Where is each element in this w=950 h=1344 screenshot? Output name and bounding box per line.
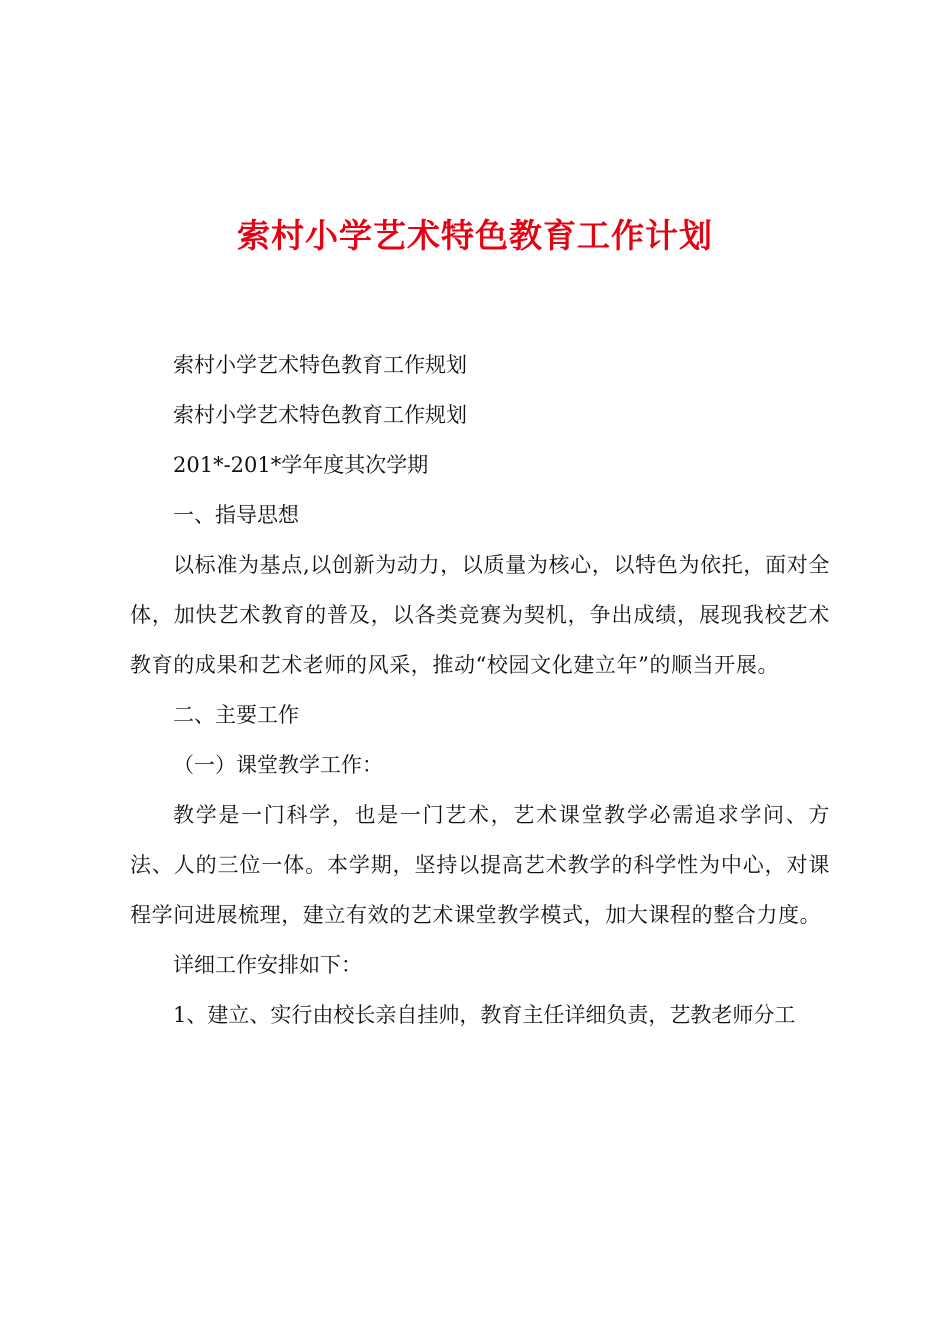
subtitle-line: 索村小学艺术特色教育工作规划 <box>173 353 467 377</box>
subsection-heading-classroom-teaching: （一）课堂教学工作： <box>173 753 383 777</box>
section-heading-main-work: 二、主要工作 <box>173 703 299 727</box>
semester-line: 201*-201*学年度其次学期 <box>173 453 429 477</box>
document-title: 索村小学艺术特色教育工作计划 <box>237 216 713 255</box>
list-item: 1、建立、实行由校长亲自挂帅，教育主任详细负责，艺教老师分工 <box>173 1003 796 1027</box>
body-paragraph: 教学是一门科学，也是一门艺术，艺术课堂教学必需追求学问、方法、人的三位一体。本学期，坚持以提高艺术教学的科学性为中心，对课程学问进展梳理，建立有效的艺术课堂教学模式，加大课程的整合力度。 <box>130 803 830 927</box>
subtitle-line: 索村小学艺术特色教育工作规划 <box>173 403 467 427</box>
document-body <box>130 340 830 1040</box>
section-heading-guiding-ideology: 一、指导思想 <box>173 503 299 527</box>
body-paragraph: 以标准为基点,以创新为动力，以质量为核心，以特色为依托，面对全体，加快艺术教育的普及，以各类竞赛为契机，争出成绩，展现我校艺术教育的成果和艺术老师的风采，推动“校园文化建立年”的顺当开展。 <box>130 553 830 677</box>
arrangement-heading: 详细工作安排如下： <box>173 953 362 977</box>
